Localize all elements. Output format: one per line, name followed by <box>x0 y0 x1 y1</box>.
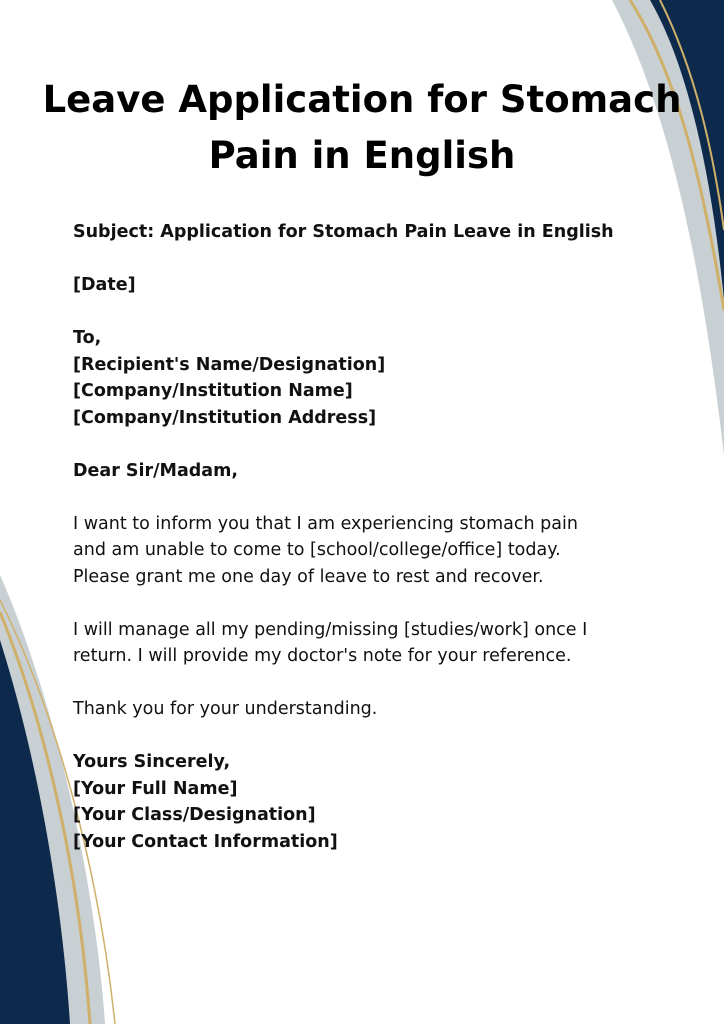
page-title <box>30 72 694 184</box>
title-line-2: Pain in English <box>208 134 516 177</box>
letter-body <box>73 219 673 855</box>
subject-line: Subject: Application for Stomach Pain Leave in English <box>73 222 614 242</box>
spacer <box>73 484 673 511</box>
body-paragraph-1-line: Please grant me one day of leave to rest and recover. <box>73 566 544 587</box>
spacer <box>73 670 673 697</box>
body-paragraph-2-line: return. I will provide my doctor's note for your reference. <box>73 646 572 666</box>
title-line-1: Leave Application for Stomach <box>42 78 682 121</box>
recipient-name: [Recipient's Name/Designation] <box>73 354 386 375</box>
spacer <box>73 590 673 617</box>
recipient-address: [Company/Institution Address] <box>73 407 377 428</box>
recipient-to: To, <box>73 328 102 348</box>
spacer <box>73 431 673 458</box>
closing-name: [Your Full Name] <box>73 778 238 799</box>
body-paragraph-2-line: I will manage all my pending/missing [studies/work] once I <box>73 619 588 640</box>
closing-contact: [Your Contact Information] <box>73 831 338 852</box>
body-paragraph-1-line: I want to inform you that I am experiencing stomach pain <box>73 513 578 534</box>
salutation: Dear Sir/Madam, <box>73 460 238 481</box>
body-paragraph-1-line: and am unable to come to [school/college/office] today. <box>73 540 561 560</box>
closing-signoff: Yours Sincerely, <box>73 752 231 772</box>
closing-class: [Your Class/Designation] <box>73 805 316 825</box>
spacer <box>73 299 673 326</box>
recipient-company: [Company/Institution Name] <box>73 381 353 401</box>
spacer <box>73 723 673 750</box>
date-placeholder: [Date] <box>73 275 136 295</box>
spacer <box>73 246 673 273</box>
body-paragraph-3: Thank you for your understanding. <box>73 699 378 719</box>
